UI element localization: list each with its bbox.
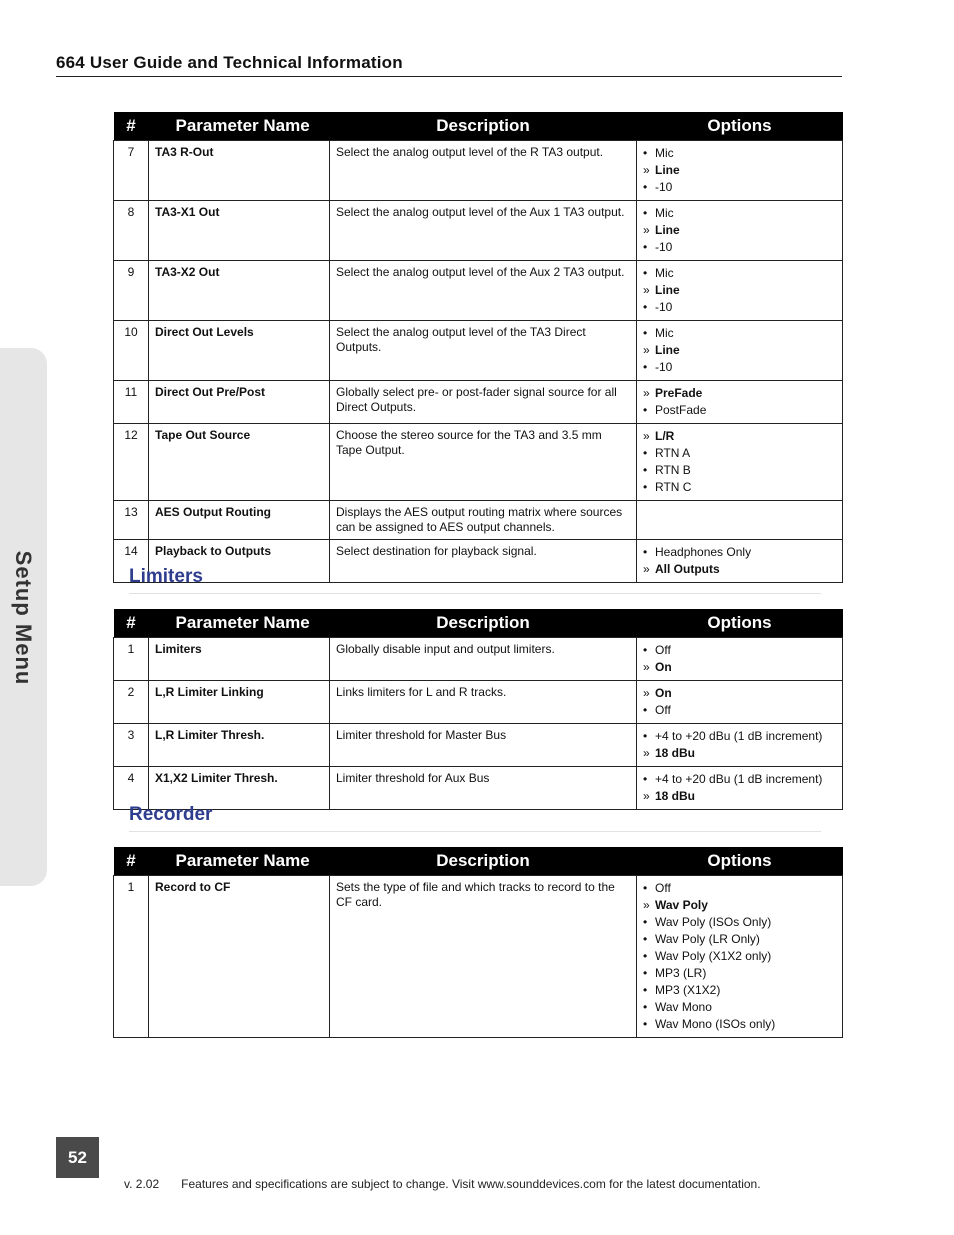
option-item — [643, 965, 836, 982]
bullet-icon: • — [643, 403, 648, 417]
param-options — [637, 540, 843, 583]
table-row — [114, 540, 843, 583]
bullet-icon: • — [643, 180, 648, 194]
option-label: +4 to +20 dBu (1 dB increment) — [655, 729, 823, 743]
option-default — [643, 162, 836, 179]
default-marker-icon: » — [643, 660, 650, 674]
param-description: Select the analog output level of the TA3 Direct Outputs. — [330, 321, 637, 381]
column-header-parameter-name: Parameter Name — [149, 609, 330, 638]
default-marker-icon: » — [643, 429, 650, 443]
table-row — [114, 638, 843, 681]
option-item — [643, 728, 836, 745]
column-header-options: Options — [637, 112, 843, 141]
param-options — [637, 501, 843, 540]
table-header-row — [114, 112, 843, 141]
bullet-icon: • — [643, 703, 648, 717]
option-item — [643, 931, 836, 948]
column-header-description: Description — [330, 609, 637, 638]
option-label: -10 — [655, 240, 673, 254]
bullet-icon: • — [643, 480, 648, 494]
section-title-recorder: Recorder — [129, 804, 213, 825]
param-number: 4 — [114, 767, 149, 810]
table-row — [114, 724, 843, 767]
default-marker-icon: » — [643, 898, 650, 912]
default-marker-icon: » — [643, 163, 650, 177]
default-marker-icon: » — [643, 746, 650, 760]
bullet-icon: • — [643, 545, 648, 559]
option-label: Wav Mono (ISOs only) — [655, 1017, 776, 1031]
option-default — [643, 222, 836, 239]
param-description: Globally select pre- or post-fader signal source for all Direct Outputs. — [330, 381, 637, 424]
param-name: AES Output Routing — [149, 501, 330, 540]
column-header-number: # — [114, 609, 149, 638]
option-label: L/R — [655, 429, 675, 443]
option-item — [643, 880, 836, 897]
table-header-row — [114, 847, 843, 876]
table-row — [114, 767, 843, 810]
option-label: Headphones Only — [655, 545, 752, 559]
column-header-parameter-name: Parameter Name — [149, 847, 330, 876]
param-number: 7 — [114, 141, 149, 201]
option-label: -10 — [655, 180, 673, 194]
default-marker-icon: » — [643, 343, 650, 357]
option-item — [643, 325, 836, 342]
option-item — [643, 999, 836, 1016]
bullet-icon: • — [643, 983, 648, 997]
option-default — [643, 897, 836, 914]
bullet-icon: • — [643, 463, 648, 477]
side-tab — [0, 348, 47, 886]
column-header-description: Description — [330, 847, 637, 876]
param-description: Choose the stereo source for the TA3 and 3.5 mm Tape Output. — [330, 424, 637, 501]
param-number: 2 — [114, 681, 149, 724]
param-description: Limiter threshold for Master Bus — [330, 724, 637, 767]
option-item — [643, 702, 836, 719]
recorder-parameter-table — [113, 847, 843, 1038]
side-tab-label: Setup Menu — [11, 550, 36, 686]
option-label: 18 dBu — [655, 789, 696, 803]
param-number: 1 — [114, 876, 149, 1038]
limiters-parameter-table — [113, 609, 843, 810]
table-row — [114, 681, 843, 724]
param-description: Select the analog output level of the Aux 1 TA3 output. — [330, 201, 637, 261]
option-label: RTN A — [655, 446, 691, 460]
option-label: +4 to +20 dBu (1 dB increment) — [655, 772, 823, 786]
page-header-title: 664 User Guide and Technical Information — [56, 53, 403, 72]
page-number: 52 — [56, 1137, 99, 1178]
option-default — [643, 428, 836, 445]
option-item — [643, 914, 836, 931]
header-rule — [56, 76, 842, 77]
option-label: Wav Mono — [655, 1000, 712, 1014]
param-name: Tape Out Source — [149, 424, 330, 501]
option-label: -10 — [655, 360, 673, 374]
param-name: Direct Out Levels — [149, 321, 330, 381]
bullet-icon: • — [643, 1017, 648, 1031]
bullet-icon: • — [643, 146, 648, 160]
column-header-options: Options — [637, 609, 843, 638]
column-header-options: Options — [637, 847, 843, 876]
param-number: 8 — [114, 201, 149, 261]
param-options — [637, 424, 843, 501]
option-label: 18 dBu — [655, 746, 696, 760]
column-header-parameter-name: Parameter Name — [149, 112, 330, 141]
column-header-description: Description — [330, 112, 637, 141]
option-label: RTN B — [655, 463, 691, 477]
default-marker-icon: » — [643, 562, 650, 576]
option-default — [643, 385, 836, 402]
bullet-icon: • — [643, 729, 648, 743]
option-item — [643, 445, 836, 462]
option-label: Wav Poly (ISOs Only) — [655, 915, 772, 929]
table-row — [114, 141, 843, 201]
option-label: On — [655, 686, 672, 700]
param-number: 11 — [114, 381, 149, 424]
param-number: 13 — [114, 501, 149, 540]
option-item — [643, 179, 836, 196]
option-item — [643, 982, 836, 999]
default-marker-icon: » — [643, 223, 650, 237]
param-name: TA3-X1 Out — [149, 201, 330, 261]
option-item — [643, 205, 836, 222]
option-item — [643, 544, 836, 561]
param-options — [637, 638, 843, 681]
table-header-row — [114, 609, 843, 638]
param-name: Direct Out Pre/Post — [149, 381, 330, 424]
default-marker-icon: » — [643, 789, 650, 803]
param-description: Limiter threshold for Aux Bus — [330, 767, 637, 810]
option-item — [643, 145, 836, 162]
table-row — [114, 381, 843, 424]
bullet-icon: • — [643, 949, 648, 963]
param-options — [637, 141, 843, 201]
option-default — [643, 788, 836, 805]
footer-note: Features and specifications are subject to change. Visit www.sounddevices.com for the latest documentation. — [181, 1177, 761, 1191]
option-default — [643, 685, 836, 702]
option-item — [643, 771, 836, 788]
param-name: TA3 R-Out — [149, 141, 330, 201]
option-label: On — [655, 660, 672, 674]
table-row — [114, 261, 843, 321]
bullet-icon: • — [643, 772, 648, 786]
option-label: Line — [655, 283, 680, 297]
table-row — [114, 876, 843, 1038]
option-item — [643, 239, 836, 256]
bullet-icon: • — [643, 915, 648, 929]
option-label: Wav Poly (LR Only) — [655, 932, 760, 946]
bullet-icon: • — [643, 326, 648, 340]
param-options — [637, 381, 843, 424]
table-row — [114, 201, 843, 261]
option-label: Off — [655, 643, 671, 657]
footer-version: v. 2.02 — [124, 1177, 160, 1191]
option-default — [643, 561, 836, 578]
param-name: L,R Limiter Thresh. — [149, 724, 330, 767]
option-default — [643, 745, 836, 762]
param-number: 14 — [114, 540, 149, 583]
footer — [124, 1177, 761, 1191]
option-label: Mic — [655, 146, 674, 160]
param-options — [637, 681, 843, 724]
option-label: MP3 (LR) — [655, 966, 707, 980]
param-description: Links limiters for L and R tracks. — [330, 681, 637, 724]
option-label: PreFade — [655, 386, 703, 400]
option-label: Wav Poly — [655, 898, 708, 912]
bullet-icon: • — [643, 300, 648, 314]
param-number: 12 — [114, 424, 149, 501]
param-number: 3 — [114, 724, 149, 767]
param-description: Globally disable input and output limiters. — [330, 638, 637, 681]
param-options — [637, 876, 843, 1038]
param-name: L,R Limiter Linking — [149, 681, 330, 724]
bullet-icon: • — [643, 360, 648, 374]
param-description: Select destination for playback signal. — [330, 540, 637, 583]
section-rule — [129, 831, 821, 832]
param-description: Displays the AES output routing matrix where sources can be assigned to AES output channels. — [330, 501, 637, 540]
param-number: 1 — [114, 638, 149, 681]
bullet-icon: • — [643, 881, 648, 895]
option-item — [643, 642, 836, 659]
option-label: Mic — [655, 206, 674, 220]
param-options — [637, 261, 843, 321]
param-description: Select the analog output level of the Aux 2 TA3 output. — [330, 261, 637, 321]
option-label: Mic — [655, 266, 674, 280]
bullet-icon: • — [643, 240, 648, 254]
option-item — [643, 402, 836, 419]
param-name: Playback to Outputs — [149, 540, 330, 583]
bullet-icon: • — [643, 932, 648, 946]
option-item — [643, 462, 836, 479]
bullet-icon: • — [643, 966, 648, 980]
param-name: X1,X2 Limiter Thresh. — [149, 767, 330, 810]
option-label: MP3 (X1X2) — [655, 983, 721, 997]
option-item — [643, 948, 836, 965]
param-options — [637, 767, 843, 810]
option-label: RTN C — [655, 480, 692, 494]
param-name: Limiters — [149, 638, 330, 681]
table-row — [114, 321, 843, 381]
param-name: TA3-X2 Out — [149, 261, 330, 321]
outputs-parameter-table — [113, 112, 843, 583]
option-default — [643, 342, 836, 359]
option-default — [643, 282, 836, 299]
param-name: Record to CF — [149, 876, 330, 1038]
bullet-icon: • — [643, 266, 648, 280]
param-options — [637, 321, 843, 381]
bullet-icon: • — [643, 643, 648, 657]
bullet-icon: • — [643, 1000, 648, 1014]
option-item — [643, 479, 836, 496]
option-label: Line — [655, 343, 680, 357]
table-row — [114, 424, 843, 501]
option-item — [643, 359, 836, 376]
default-marker-icon: » — [643, 386, 650, 400]
option-label: Line — [655, 163, 680, 177]
bullet-icon: • — [643, 206, 648, 220]
column-header-number: # — [114, 112, 149, 141]
table-row — [114, 501, 843, 540]
param-number: 9 — [114, 261, 149, 321]
param-description: Sets the type of file and which tracks to record to the CF card. — [330, 876, 637, 1038]
option-default — [643, 659, 836, 676]
option-label: PostFade — [655, 403, 707, 417]
param-description: Select the analog output level of the R TA3 output. — [330, 141, 637, 201]
option-item — [643, 1016, 836, 1033]
option-label: -10 — [655, 300, 673, 314]
column-header-number: # — [114, 847, 149, 876]
option-label: Off — [655, 703, 671, 717]
option-label: Wav Poly (X1X2 only) — [655, 949, 772, 963]
default-marker-icon: » — [643, 283, 650, 297]
option-label: Mic — [655, 326, 674, 340]
param-options — [637, 201, 843, 261]
option-label: Off — [655, 881, 671, 895]
default-marker-icon: » — [643, 686, 650, 700]
param-number: 10 — [114, 321, 149, 381]
option-label: Line — [655, 223, 680, 237]
bullet-icon: • — [643, 446, 648, 460]
option-item — [643, 299, 836, 316]
option-item — [643, 265, 836, 282]
section-title-limiters: Limiters — [129, 566, 203, 587]
param-options — [637, 724, 843, 767]
option-label: All Outputs — [655, 562, 720, 576]
section-rule — [129, 593, 821, 594]
